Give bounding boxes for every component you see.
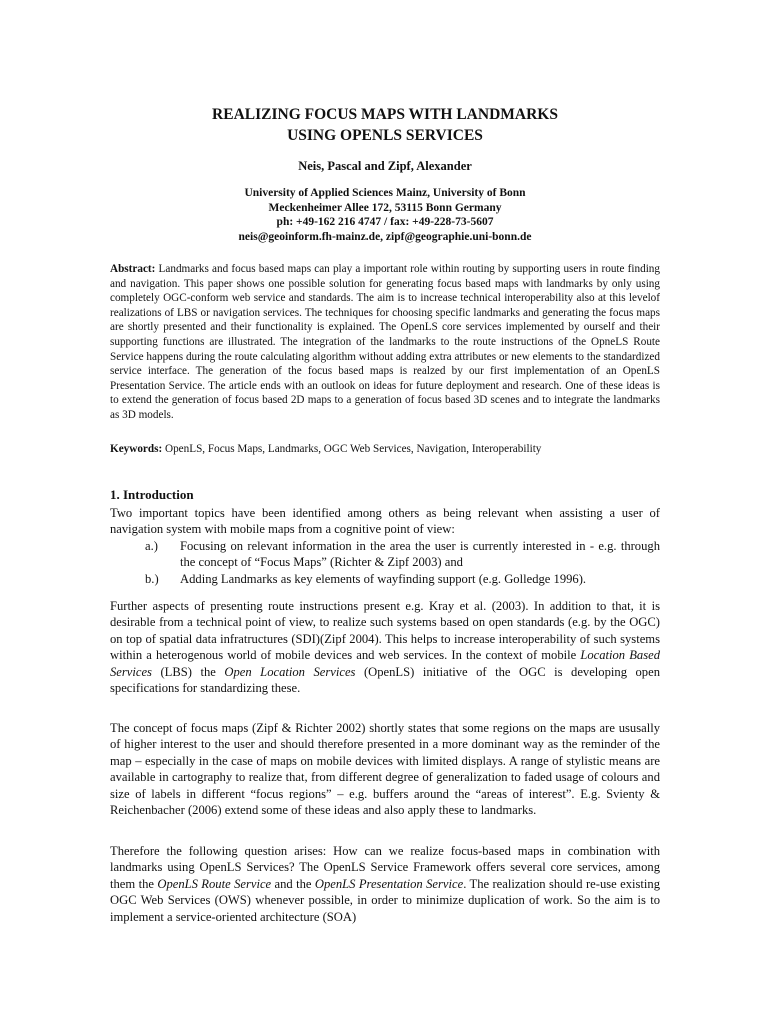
abstract-label: Abstract: [110,263,156,275]
list-item [110,571,660,587]
intro-paragraph-3: The concept of focus maps (Zipf & Richter 2002) shortly states that some regions on the maps are ususally of higher interest to the user and should therefore presented in a more dominant way as the reminder of the map – especially in the case of maps on mobile devices with limited displays. A range of stylistic means are available in cartography to realize that, from different degree of generalization to faded usage of colours and size of labels in different “focus regions” – e.g. buffers around the “areas of interest”. E.g. Svienty & Reichenbacher (2006) extend some of these ideas and also apply these to landmarks. [110,721,660,818]
keywords-label: Keywords: [110,443,163,455]
authors: Neis, Pascal and Zipf, Alexander [298,159,472,173]
list-item [110,538,660,571]
topics-list [110,538,660,587]
p2-emphasis-lbs: Location Based Services [110,648,660,679]
list-item-text: Adding Landmarks as key elements of wayfinding support (e.g. Golledge 1996). [180,571,587,586]
affiliation-line-4: neis@geoinform.fh-mainz.de, zipf@geographie.uni-bonn.de [238,230,532,243]
list-marker: b.) [145,571,159,586]
p4-emphasis-presentation-service: OpenLS Presentation Service [314,876,464,891]
p4-text-b: and the [271,876,315,891]
p4-text-a: Therefore the following question arises: How can we realize focus-based maps in combination with landmarks using OpenLS Services? The OpenLS Service Framework offers several core services, among them the [110,844,660,891]
p2-text-b: (LBS) the [151,664,225,679]
keywords [110,442,660,457]
intro-paragraph-1 [110,505,660,587]
affiliation-line-2: Meckenheimer Allee 172, 53115 Bonn Germany [268,201,502,214]
p2-text-a: Further aspects of presenting route instructions present e.g. Kray et al. (2003). In addition to that, it is desirable from a technical point of view, to realize such systems based on open standards (e.g. by the OGC) on top of spatial data infratructures (SDI)(Zipf 2004). This helps to increase interoperability of such systems within a heterogenous world of mobile devices and web services. In the context of mobile [110,599,660,663]
p4-text-c: . The realization should re-use existing OGC Web Services (OWS) whenever possible, in order to minimize duplication of work. So the aim is to implement a service-oriented architecture (SOA) [110,876,660,924]
p2-emphasis-openls: Open Location Services [224,664,356,679]
paper-title [0,104,770,146]
p2-text-c: (OpenLS) initiative of the OGC is developing open specifications for standardizing these. [110,664,660,696]
abstract [110,262,660,423]
list-item-text: Focusing on relevant information in the area the user is currently interested in - e.g. through the concept of “Focus Maps” (Richter & Zipf 2003) and [180,538,660,570]
p4-emphasis-route-service: OpenLS Route Service [157,876,272,891]
abstract-text: Landmarks and focus based maps can play a important role within routing by supporting users in route finding and navigation. This paper shows one possible solution for generating focus based maps with landmarks by only using completely OGC-conform web service and standards. The aim is to increase technical interoperability also at this levelof realizations of LBS or navigation services. The techniques for choosing specific landmarks and generating the focus maps are shortly presented and their functionality is explained. The OpenLS core services implemented by ourself and their supporting functions are illustrated. The integration of the landmarks to the route instructions of the OpneLS Route Service happens during the route calculating algorithm without adding extra attributes or new elements to the standardized service interface. The generation of the focus based maps is realzed by our first implementation of an OpenLS Presentation Service. The article ends with an outlook on ideas for future deployment and research. One of these ideas is to extend the generation of focus based 2D maps to a generation of focus based 3D scenes and to integrate the landmarks as 3D models. [110,263,660,421]
affiliation-line-3: ph: +49-162 216 4747 / fax: +49-228-73-5607 [276,216,494,228]
intro-paragraph-1-text: Two important topics have been identified among others as being relevant when assisting a user of navigation system with mobile maps from a cognitive point of view: [110,506,660,537]
title-line-2: USING OPENLS SERVICES [287,127,483,144]
intro-paragraph-4 [110,843,660,925]
list-marker: a.) [145,538,158,553]
affiliation [0,186,770,244]
title-line-1: REALIZING FOCUS MAPS WITH LANDMARKS [212,106,558,123]
affiliation-line-1: University of Applied Sciences Mainz, University of Bonn [244,187,526,199]
section-heading-introduction: 1. Introduction [110,487,194,502]
intro-paragraph-2 [110,598,660,696]
keywords-text: OpenLS, Focus Maps, Landmarks, OGC Web Services, Navigation, Interoperability [165,443,542,455]
